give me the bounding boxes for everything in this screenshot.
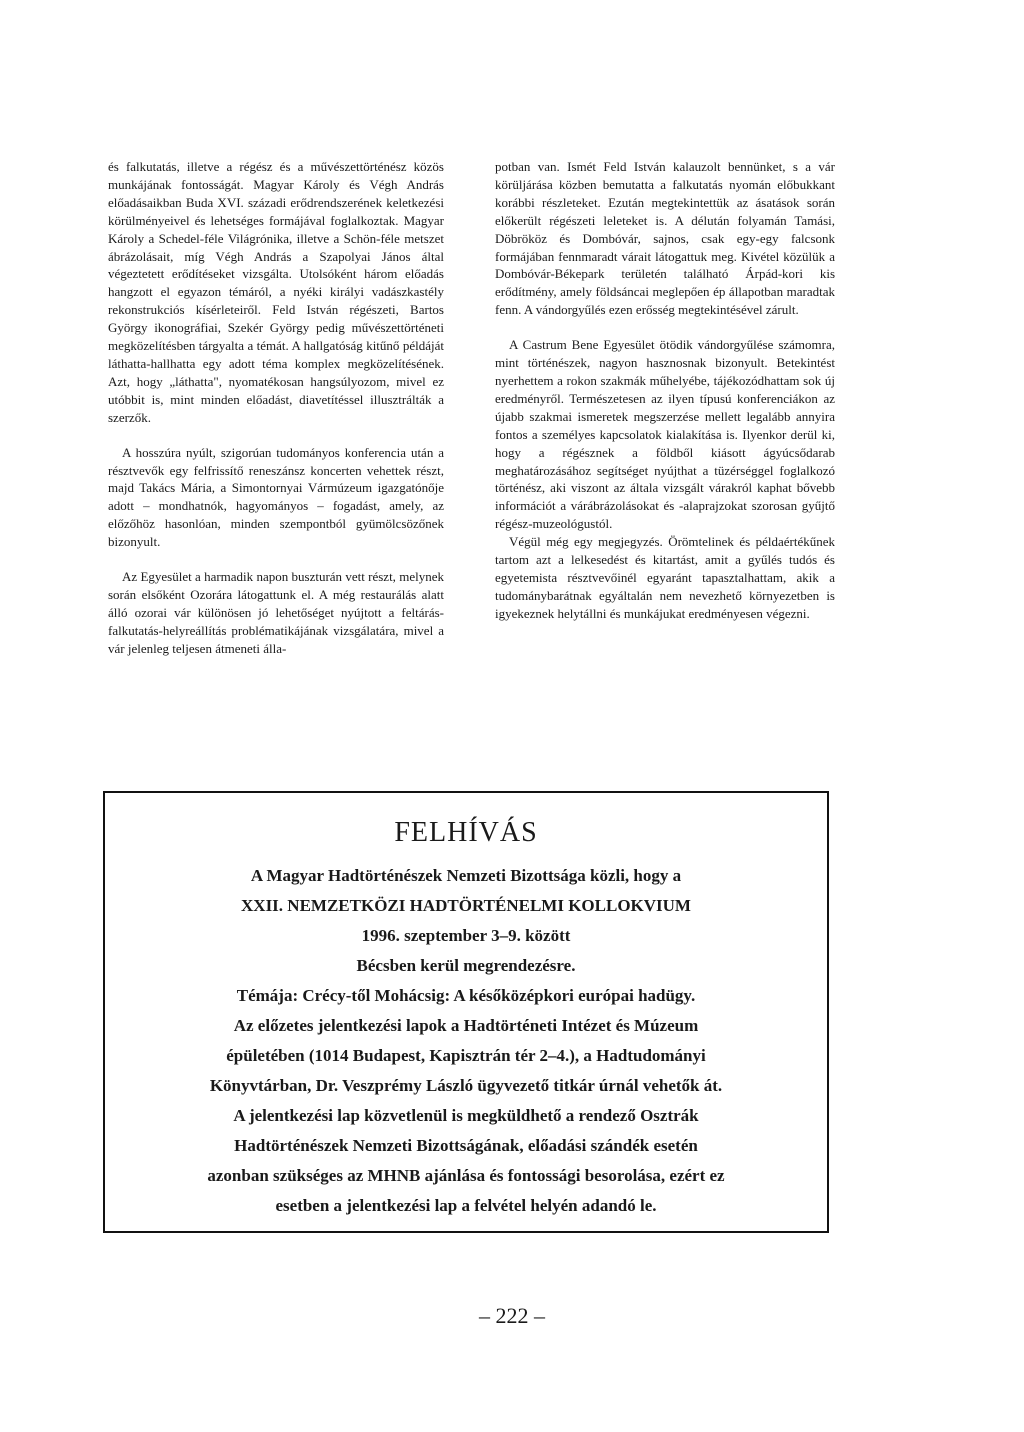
announcement-line: 1996. szeptember 3–9. között bbox=[361, 926, 571, 945]
announcement-line: épületében (1014 Budapest, Kapisztrán tér 2–4.), a Hadtudományi bbox=[226, 1046, 706, 1065]
announcement-line: XXII. NEMZETKÖZI HADTÖRTÉNELMI KOLLOKVIUM bbox=[241, 896, 691, 915]
announcement-box bbox=[103, 791, 829, 1233]
announcement-line: azonban szükséges az MHNB ajánlása és fontossági besorolása, ezért ez bbox=[207, 1166, 725, 1185]
announcement-line: A Magyar Hadtörténészek Nemzeti Bizottsága közli, hogy a bbox=[250, 866, 682, 885]
paragraph-4: potban van. Ismét Feld István kalauzolt bennünket, s a vár körüljárása közben bemutatta a falkutatás nyomán előbukkant korábbi részleteket. Ezután megtekintettük az ásatások során előkerült régészeti leleteket is. A délután folyamán Tamási, Döbrököz és Dombóvár, sajnos, csak egy-egy falcsonk formájában fennmaradt várait látogattuk meg. Kivétel közülük a Dombóvár-Békepark területén található Árpád-kori kis erődítmény, amely földsáncai meglepően ép állapotban maradtak fenn. A vándorgyűlés ezen erősség megtekintésével zárult. bbox=[495, 159, 835, 318]
paragraph-6: Végül még egy megjegyzés. Örömtelinek és példaértékűnek tartom azt a lelkesedést és kitartást, amit a gyűlés tudós és egyetemista résztvevőinél egyaránt tapasztalhattam, akik a tudománybarátnak egyáltalán nem nevezhető környezetben is igyekeznek helytállni és munkájukat eredményesen végezni. bbox=[495, 534, 835, 621]
paragraph-5: A Castrum Bene Egyesület ötödik vándorgyűlése számomra, mint történészek, nagyon hasznosnak bizonyult. Betekintést nyerhettem a rokon szakmák műhelyébe, tájékozódhattam sok új eredményről. Természetesen az ilyen típusú konferenciákon az újabb szakmai ismeretek megszerzése mellett legalább annyira fontos a személyes kapcsolatok kialakítása is. Ilyenkor derül ki, hogy a régésznek a földből kiásott ágyúcsődarab meghatározásához segítséget nyújthat a tüzérséggel foglalkozó történész, aki viszont az általa vizsgált várakról kaphat bővebb információt a várábrázolásokat és -alaprajzokat szorosan gyűjtő régész-muzeológustól. bbox=[495, 337, 835, 532]
left-column bbox=[108, 158, 444, 658]
announcement-line: Hadtörténészek Nemzeti Bizottságának, előadási szándék esetén bbox=[234, 1136, 698, 1155]
announcement-title: FELHÍVÁS bbox=[394, 817, 538, 848]
announcement-line: esetben a jelentkezési lap a felvétel helyén adandó le. bbox=[275, 1196, 657, 1215]
announcement-line: A jelentkezési lap közvetlenül is megküldhető a rendező Osztrák bbox=[233, 1106, 699, 1125]
paragraph-3: Az Egyesület a harmadik napon buszturán vett részt, melynek során elsőként Ozorára látogattunk el. A még restaurálás alatt álló ozorai vár különösen jó lehetőséget nyújtott a feltárás-falkutatás-helyreállítás problématikájának vizsgálatára, mivel a vár jelenleg teljesen átmeneti álla- bbox=[108, 569, 444, 656]
right-column bbox=[495, 158, 835, 623]
announcement-line: Témája: Crécy-től Mohácsig: A későközépkori európai hadügy. bbox=[236, 986, 696, 1005]
paragraph-1: és falkutatás, illetve a régész és a művészettörténész közös munkájának fontosságát. Magyar Károly és Végh András előadásaikban Buda XVI. századi erődrendszerének keletkezési körülményeivel és lehetséges formájával foglalkoztak. Magyar Károly a Schedel-féle Világrónika, illetve a Schön-féle metszet ábrázolásait, míg Végh András a Szapolyai János által végeztetett erődítéseket vizsgálta. Utolsóként három előadás hangzott el egyazon témáról, a nyéki királyi vadászkastély rekonstrukciós kísérleteiről. Feld István régészeti, Bartos György ikonográfiai, Szekér György pedig művészettörténeti megközelítésben tárgyalta a témát. A hallgatóság kitűnő példáját láthatta-hallhatta egy adott téma komplex megközelítésének. Azt, hogy „láthatta", nyomatékosan hangsúlyozom, mivel ez utóbbit is, mint minden előadást, diavetítéssel illusztrálták a szerzők. bbox=[108, 159, 444, 425]
page-number: – 222 – bbox=[479, 1303, 545, 1328]
announcement-line: Bécsben kerül megrendezésre. bbox=[356, 956, 576, 975]
announcement-line: Az előzetes jelentkezési lapok a Hadtörténeti Intézet és Múzeum bbox=[233, 1016, 699, 1035]
announcement-line: Könyvtárban, Dr. Veszprémy László ügyvezető titkár úrnál vehetők át. bbox=[209, 1076, 723, 1095]
paragraph-2: A hosszúra nyúlt, szigorúan tudományos konferencia után a résztvevők egy felfrissítő reneszánsz koncerten vehettek részt, majd Takács Mária, a Simontornyai Vármúzeum igazgatónője adott – mondhatnók, hagyományos – fogadást, amely, az előzőhöz hasonlóan, minden szempontból gyümölcsözőnek bizonyult. bbox=[108, 444, 444, 550]
